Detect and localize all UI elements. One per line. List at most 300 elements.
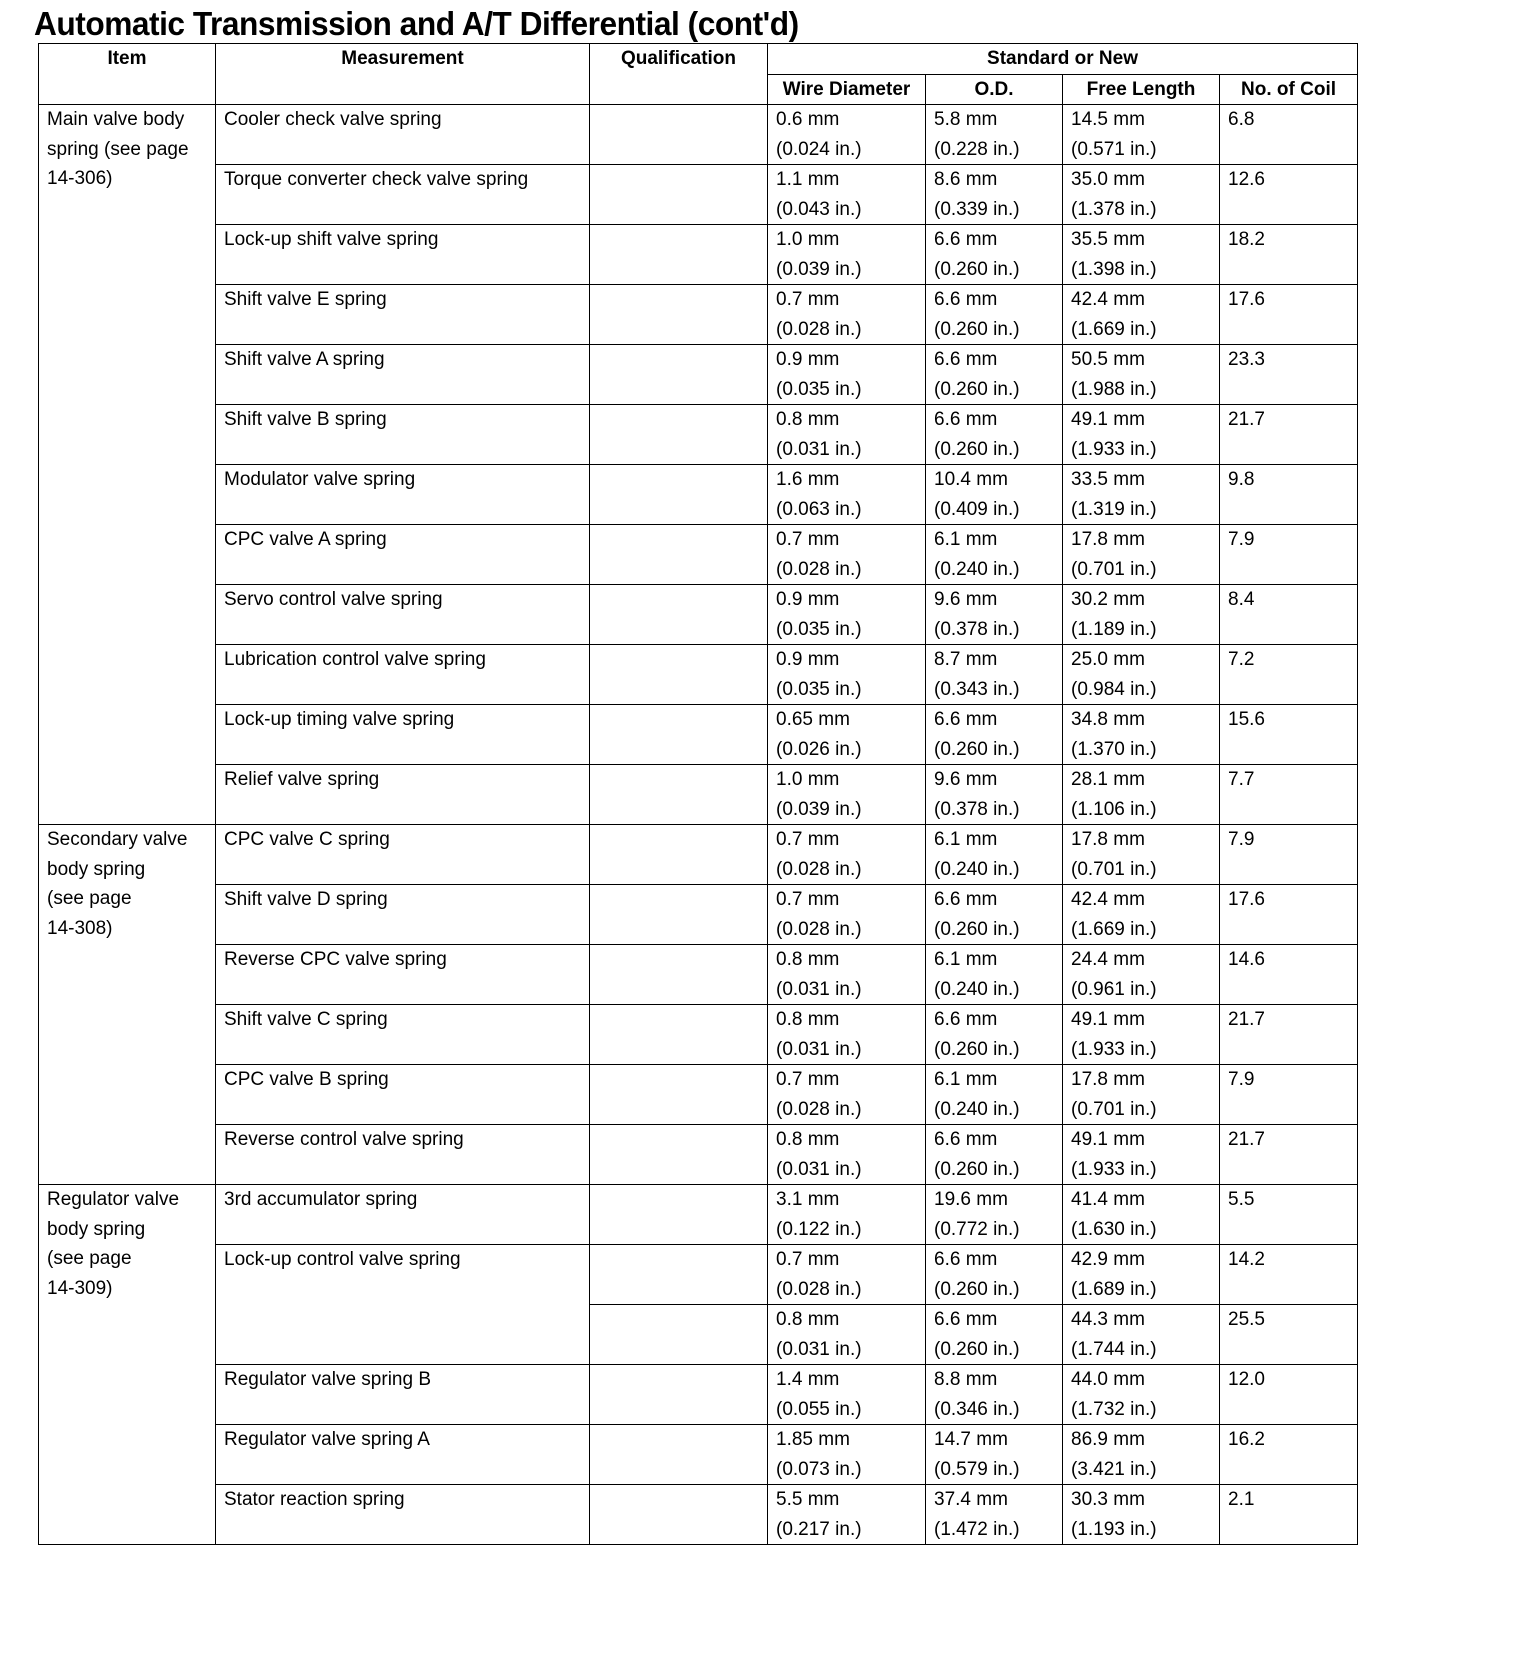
wire-diameter-cell xyxy=(768,1065,926,1125)
measurement-cell xyxy=(216,1365,590,1425)
no-of-coil-cell: 17.6 xyxy=(1220,885,1358,945)
wire-diameter-mm: 0.8 mm xyxy=(776,1309,840,1330)
wire-diameter-mm: 1.4 mm xyxy=(776,1369,840,1390)
measurement-cell xyxy=(216,645,590,705)
no-of-coil-cell: 7.9 xyxy=(1220,525,1358,585)
od-in: (0.579 in.) xyxy=(934,1458,1020,1480)
measurement-label: Relief valve spring xyxy=(224,769,380,790)
wire-diameter-cell xyxy=(768,465,926,525)
measurement-cell xyxy=(216,705,590,765)
wire-diameter-cell xyxy=(768,645,926,705)
od-mm: 6.1 mm xyxy=(934,949,998,970)
wire-diameter-in: (0.028 in.) xyxy=(776,558,862,580)
od-in: (0.409 in.) xyxy=(934,498,1020,520)
wire-diameter-mm: 0.8 mm xyxy=(776,409,840,430)
od-in: (0.260 in.) xyxy=(934,378,1020,400)
od-cell xyxy=(926,1005,1063,1065)
wire-diameter-in: (0.031 in.) xyxy=(776,1038,862,1060)
table-header xyxy=(39,44,1358,105)
table-row xyxy=(39,165,1358,225)
free-length-cell xyxy=(1063,1485,1220,1545)
od-in: (0.260 in.) xyxy=(934,1338,1020,1360)
no-of-coil-cell: 7.9 xyxy=(1220,1065,1358,1125)
od-cell xyxy=(926,525,1063,585)
free-length-in: (1.370 in.) xyxy=(1071,738,1157,760)
wire-diameter-cell xyxy=(768,705,926,765)
od-mm: 6.1 mm xyxy=(934,829,998,850)
free-length-in: (1.689 in.) xyxy=(1071,1278,1157,1300)
table-row xyxy=(39,105,1358,165)
free-length-cell xyxy=(1063,225,1220,285)
measurement-label: CPC valve B spring xyxy=(224,1069,389,1090)
measurement-label: Lock-up timing valve spring xyxy=(224,709,455,730)
qualification-cell xyxy=(590,105,768,165)
table-row xyxy=(39,1425,1358,1485)
od-mm: 6.1 mm xyxy=(934,1069,998,1090)
wire-diameter-mm: 0.65 mm xyxy=(776,709,850,730)
wire-diameter-in: (0.028 in.) xyxy=(776,1098,862,1120)
free-length-cell xyxy=(1063,345,1220,405)
wire-diameter-mm: 0.8 mm xyxy=(776,949,840,970)
table-row xyxy=(39,1185,1358,1245)
od-in: (0.240 in.) xyxy=(934,1098,1020,1120)
od-mm: 19.6 mm xyxy=(934,1189,1008,1210)
free-length-in: (0.571 in.) xyxy=(1071,138,1157,160)
free-length-mm: 42.9 mm xyxy=(1071,1249,1145,1270)
free-length-mm: 34.8 mm xyxy=(1071,709,1145,730)
od-mm: 6.6 mm xyxy=(934,229,998,250)
wire-diameter-mm: 0.8 mm xyxy=(776,1129,840,1150)
no-of-coil-cell: 21.7 xyxy=(1220,1125,1358,1185)
free-length-in: (0.984 in.) xyxy=(1071,678,1157,700)
od-cell xyxy=(926,1485,1063,1545)
free-length-cell xyxy=(1063,1185,1220,1245)
item-group-label: body spring xyxy=(47,858,146,880)
wire-diameter-mm: 0.7 mm xyxy=(776,289,840,310)
wire-diameter-cell xyxy=(768,285,926,345)
qualification-cell xyxy=(590,825,768,885)
wire-diameter-mm: 1.0 mm xyxy=(776,229,840,250)
table-row xyxy=(39,885,1358,945)
no-of-coil-cell: 15.6 xyxy=(1220,705,1358,765)
free-length-in: (1.106 in.) xyxy=(1071,798,1157,820)
od-in: (0.260 in.) xyxy=(934,1038,1020,1060)
no-of-coil-cell: 17.6 xyxy=(1220,285,1358,345)
od-mm: 6.6 mm xyxy=(934,349,998,370)
od-cell xyxy=(926,1425,1063,1485)
item-group-cell xyxy=(39,105,216,825)
header-wire-diameter: Wire Diameter xyxy=(768,74,926,105)
od-in: (1.472 in.) xyxy=(934,1518,1020,1540)
od-cell xyxy=(926,585,1063,645)
od-cell xyxy=(926,345,1063,405)
free-length-cell xyxy=(1063,405,1220,465)
qualification-cell xyxy=(590,525,768,585)
item-group-label: (see page xyxy=(47,888,132,909)
free-length-cell xyxy=(1063,525,1220,585)
item-group-label: body spring xyxy=(47,1218,146,1240)
wire-diameter-mm: 1.6 mm xyxy=(776,469,840,490)
wire-diameter-cell xyxy=(768,1485,926,1545)
wire-diameter-in: (0.031 in.) xyxy=(776,1338,862,1360)
od-in: (0.772 in.) xyxy=(934,1218,1020,1240)
od-mm: 5.8 mm xyxy=(934,109,998,130)
od-cell xyxy=(926,465,1063,525)
free-length-mm: 44.3 mm xyxy=(1071,1309,1145,1330)
no-of-coil-cell: 21.7 xyxy=(1220,405,1358,465)
wire-diameter-in: (0.031 in.) xyxy=(776,1158,862,1180)
measurement-label: Lock-up shift valve spring xyxy=(224,229,439,250)
free-length-in: (1.744 in.) xyxy=(1071,1338,1157,1360)
no-of-coil-cell: 8.4 xyxy=(1220,585,1358,645)
qualification-cell xyxy=(590,885,768,945)
od-cell xyxy=(926,1185,1063,1245)
wire-diameter-in: (0.122 in.) xyxy=(776,1218,862,1240)
qualification-cell xyxy=(590,405,768,465)
free-length-cell xyxy=(1063,465,1220,525)
wire-diameter-cell xyxy=(768,405,926,465)
free-length-mm: 49.1 mm xyxy=(1071,409,1145,430)
wire-diameter-in: (0.217 in.) xyxy=(776,1518,862,1540)
od-cell xyxy=(926,765,1063,825)
wire-diameter-in: (0.035 in.) xyxy=(776,378,862,400)
od-cell xyxy=(926,165,1063,225)
table-row xyxy=(39,765,1358,825)
no-of-coil-cell: 12.0 xyxy=(1220,1365,1358,1425)
qualification-cell xyxy=(590,1485,768,1545)
table-row xyxy=(39,225,1358,285)
no-of-coil-cell: 25.5 xyxy=(1220,1305,1358,1365)
wire-diameter-cell xyxy=(768,1365,926,1425)
item-group-label: Main valve body xyxy=(47,109,185,130)
item-group-label: Secondary valve xyxy=(47,829,188,850)
no-of-coil-cell: 12.6 xyxy=(1220,165,1358,225)
od-in: (0.240 in.) xyxy=(934,978,1020,1000)
od-in: (0.260 in.) xyxy=(934,918,1020,940)
wire-diameter-mm: 0.7 mm xyxy=(776,1249,840,1270)
free-length-mm: 42.4 mm xyxy=(1071,889,1145,910)
header-item: Item xyxy=(39,44,216,105)
wire-diameter-mm: 1.0 mm xyxy=(776,769,840,790)
qualification-cell xyxy=(590,1305,768,1365)
free-length-cell xyxy=(1063,825,1220,885)
measurement-cell xyxy=(216,405,590,465)
measurement-cell xyxy=(216,885,590,945)
measurement-cell xyxy=(216,165,590,225)
wire-diameter-cell xyxy=(768,885,926,945)
wire-diameter-in: (0.024 in.) xyxy=(776,138,862,160)
od-mm: 10.4 mm xyxy=(934,469,1008,490)
qualification-cell xyxy=(590,1425,768,1485)
measurement-label: Servo control valve spring xyxy=(224,589,443,610)
free-length-mm: 41.4 mm xyxy=(1071,1189,1145,1210)
measurement-label: Modulator valve spring xyxy=(224,469,416,490)
free-length-cell xyxy=(1063,285,1220,345)
header-no-of-coil: No. of Coil xyxy=(1220,74,1358,105)
free-length-mm: 35.0 mm xyxy=(1071,169,1145,190)
measurement-cell xyxy=(216,225,590,285)
header-free-length: Free Length xyxy=(1063,74,1220,105)
wire-diameter-mm: 3.1 mm xyxy=(776,1189,840,1210)
no-of-coil-cell: 7.2 xyxy=(1220,645,1358,705)
free-length-in: (1.319 in.) xyxy=(1071,498,1157,520)
od-in: (0.240 in.) xyxy=(934,558,1020,580)
wire-diameter-cell xyxy=(768,105,926,165)
od-in: (0.260 in.) xyxy=(934,318,1020,340)
od-in: (0.260 in.) xyxy=(934,1158,1020,1180)
measurement-cell xyxy=(216,285,590,345)
measurement-label: CPC valve C spring xyxy=(224,829,390,850)
header-qualification: Qualification xyxy=(590,44,768,105)
od-mm: 8.8 mm xyxy=(934,1369,998,1390)
od-cell xyxy=(926,1245,1063,1305)
od-in: (0.343 in.) xyxy=(934,678,1020,700)
item-group-label: (see page xyxy=(47,1248,132,1269)
measurement-label: Shift valve C spring xyxy=(224,1009,388,1030)
measurement-label: Stator reaction spring xyxy=(224,1489,405,1510)
free-length-in: (1.398 in.) xyxy=(1071,258,1157,280)
table-row xyxy=(39,1485,1358,1545)
od-cell xyxy=(926,105,1063,165)
od-in: (0.260 in.) xyxy=(934,258,1020,280)
free-length-in: (3.421 in.) xyxy=(1071,1458,1157,1480)
free-length-in: (1.732 in.) xyxy=(1071,1398,1157,1420)
wire-diameter-in: (0.055 in.) xyxy=(776,1398,862,1420)
wire-diameter-mm: 1.1 mm xyxy=(776,169,840,190)
table-row xyxy=(39,825,1358,885)
free-length-in: (1.669 in.) xyxy=(1071,318,1157,340)
od-mm: 6.1 mm xyxy=(934,529,998,550)
qualification-cell xyxy=(590,285,768,345)
wire-diameter-mm: 0.9 mm xyxy=(776,649,840,670)
od-mm: 6.6 mm xyxy=(934,1009,998,1030)
free-length-in: (0.701 in.) xyxy=(1071,858,1157,880)
wire-diameter-cell xyxy=(768,1185,926,1245)
no-of-coil-cell: 14.2 xyxy=(1220,1245,1358,1305)
wire-diameter-cell xyxy=(768,225,926,285)
wire-diameter-in: (0.028 in.) xyxy=(776,1278,862,1300)
table-row xyxy=(39,1065,1358,1125)
qualification-cell xyxy=(590,705,768,765)
free-length-in: (1.378 in.) xyxy=(1071,198,1157,220)
wire-diameter-in: (0.028 in.) xyxy=(776,318,862,340)
free-length-mm: 17.8 mm xyxy=(1071,829,1145,850)
wire-diameter-cell xyxy=(768,1425,926,1485)
free-length-cell xyxy=(1063,585,1220,645)
wire-diameter-in: (0.035 in.) xyxy=(776,618,862,640)
wire-diameter-in: (0.039 in.) xyxy=(776,258,862,280)
header-measurement: Measurement xyxy=(216,44,590,105)
free-length-in: (1.630 in.) xyxy=(1071,1218,1157,1240)
od-in: (0.228 in.) xyxy=(934,138,1020,160)
od-mm: 9.6 mm xyxy=(934,769,998,790)
qualification-cell xyxy=(590,585,768,645)
od-in: (0.339 in.) xyxy=(934,198,1020,220)
header-od: O.D. xyxy=(926,74,1063,105)
od-cell xyxy=(926,405,1063,465)
table-row xyxy=(39,1125,1358,1185)
free-length-cell xyxy=(1063,765,1220,825)
measurement-cell xyxy=(216,1425,590,1485)
table-row xyxy=(39,405,1358,465)
free-length-in: (1.988 in.) xyxy=(1071,378,1157,400)
od-in: (0.240 in.) xyxy=(934,858,1020,880)
wire-diameter-cell xyxy=(768,945,926,1005)
measurement-label: Regulator valve spring A xyxy=(224,1429,430,1450)
table-row xyxy=(39,645,1358,705)
spring-spec-table xyxy=(38,43,1358,1545)
od-cell xyxy=(926,1305,1063,1365)
free-length-cell xyxy=(1063,1005,1220,1065)
od-mm: 8.6 mm xyxy=(934,169,998,190)
free-length-cell xyxy=(1063,1365,1220,1425)
free-length-cell xyxy=(1063,645,1220,705)
no-of-coil-cell: 23.3 xyxy=(1220,345,1358,405)
od-cell xyxy=(926,1125,1063,1185)
free-length-in: (1.933 in.) xyxy=(1071,1158,1157,1180)
wire-diameter-cell xyxy=(768,585,926,645)
od-cell xyxy=(926,885,1063,945)
no-of-coil-cell: 7.7 xyxy=(1220,765,1358,825)
measurement-cell xyxy=(216,585,590,645)
qualification-cell xyxy=(590,1185,768,1245)
free-length-mm: 30.2 mm xyxy=(1071,589,1145,610)
wire-diameter-in: (0.063 in.) xyxy=(776,498,862,520)
measurement-label: Lubrication control valve spring xyxy=(224,649,486,670)
measurement-label: Shift valve B spring xyxy=(224,409,387,430)
measurement-label: Reverse control valve spring xyxy=(224,1129,464,1150)
measurement-cell xyxy=(216,1005,590,1065)
od-mm: 6.6 mm xyxy=(934,1129,998,1150)
qualification-cell xyxy=(590,345,768,405)
no-of-coil-cell: 2.1 xyxy=(1220,1485,1358,1545)
od-mm: 8.7 mm xyxy=(934,649,998,670)
qualification-cell xyxy=(590,465,768,525)
wire-diameter-in: (0.031 in.) xyxy=(776,978,862,1000)
wire-diameter-in: (0.035 in.) xyxy=(776,678,862,700)
measurement-cell xyxy=(216,1485,590,1545)
od-cell xyxy=(926,1065,1063,1125)
free-length-cell xyxy=(1063,105,1220,165)
wire-diameter-in: (0.039 in.) xyxy=(776,798,862,820)
od-mm: 6.6 mm xyxy=(934,889,998,910)
wire-diameter-mm: 0.9 mm xyxy=(776,589,840,610)
table-row xyxy=(39,525,1358,585)
no-of-coil-cell: 9.8 xyxy=(1220,465,1358,525)
free-length-in: (1.933 in.) xyxy=(1071,438,1157,460)
measurement-label: Shift valve D spring xyxy=(224,889,388,910)
free-length-cell xyxy=(1063,1245,1220,1305)
free-length-mm: 17.8 mm xyxy=(1071,529,1145,550)
item-group-cell xyxy=(39,1185,216,1545)
free-length-mm: 50.5 mm xyxy=(1071,349,1145,370)
od-cell xyxy=(926,225,1063,285)
wire-diameter-mm: 0.7 mm xyxy=(776,889,840,910)
measurement-cell xyxy=(216,825,590,885)
no-of-coil-cell: 18.2 xyxy=(1220,225,1358,285)
od-cell xyxy=(926,645,1063,705)
od-cell xyxy=(926,825,1063,885)
free-length-mm: 49.1 mm xyxy=(1071,1129,1145,1150)
qualification-cell xyxy=(590,765,768,825)
wire-diameter-mm: 0.7 mm xyxy=(776,1069,840,1090)
wire-diameter-cell xyxy=(768,1005,926,1065)
measurement-label: Cooler check valve spring xyxy=(224,109,442,130)
item-group-label: 14-309) xyxy=(47,1277,113,1299)
measurement-cell xyxy=(216,525,590,585)
free-length-cell xyxy=(1063,1125,1220,1185)
measurement-label: Lock-up control valve spring xyxy=(224,1249,461,1270)
free-length-mm: 17.8 mm xyxy=(1071,1069,1145,1090)
wire-diameter-in: (0.043 in.) xyxy=(776,198,862,220)
od-mm: 37.4 mm xyxy=(934,1489,1008,1510)
wire-diameter-mm: 0.6 mm xyxy=(776,109,840,130)
item-group-label: Regulator valve xyxy=(47,1189,180,1210)
wire-diameter-cell xyxy=(768,825,926,885)
item-group-label: 14-308) xyxy=(47,917,113,939)
wire-diameter-mm: 0.9 mm xyxy=(776,349,840,370)
measurement-cell xyxy=(216,1065,590,1125)
free-length-in: (1.189 in.) xyxy=(1071,618,1157,640)
wire-diameter-cell xyxy=(768,165,926,225)
wire-diameter-cell xyxy=(768,345,926,405)
od-cell xyxy=(926,945,1063,1005)
free-length-mm: 24.4 mm xyxy=(1071,949,1145,970)
table-row xyxy=(39,1245,1358,1305)
item-group-label: spring (see page xyxy=(47,138,189,160)
free-length-cell xyxy=(1063,1425,1220,1485)
measurement-label: Shift valve A spring xyxy=(224,349,385,370)
free-length-cell xyxy=(1063,705,1220,765)
qualification-cell xyxy=(590,165,768,225)
od-mm: 9.6 mm xyxy=(934,589,998,610)
od-mm: 6.6 mm xyxy=(934,1249,998,1270)
qualification-cell xyxy=(590,1005,768,1065)
free-length-in: (1.933 in.) xyxy=(1071,1038,1157,1060)
free-length-mm: 25.0 mm xyxy=(1071,649,1145,670)
measurement-cell xyxy=(216,465,590,525)
measurement-label: Torque converter check valve spring xyxy=(224,169,529,190)
measurement-label: Regulator valve spring B xyxy=(224,1369,431,1390)
qualification-cell xyxy=(590,225,768,285)
wire-diameter-mm: 0.7 mm xyxy=(776,529,840,550)
free-length-in: (0.701 in.) xyxy=(1071,1098,1157,1120)
item-group-cell xyxy=(39,825,216,1185)
wire-diameter-cell xyxy=(768,1125,926,1185)
no-of-coil-cell: 16.2 xyxy=(1220,1425,1358,1485)
measurement-label: Reverse CPC valve spring xyxy=(224,949,447,970)
wire-diameter-cell xyxy=(768,525,926,585)
wire-diameter-cell xyxy=(768,765,926,825)
free-length-mm: 30.3 mm xyxy=(1071,1489,1145,1510)
od-cell xyxy=(926,705,1063,765)
free-length-in: (1.193 in.) xyxy=(1071,1518,1157,1540)
wire-diameter-mm: 0.7 mm xyxy=(776,829,840,850)
wire-diameter-in: (0.028 in.) xyxy=(776,858,862,880)
wire-diameter-mm: 0.8 mm xyxy=(776,1009,840,1030)
free-length-cell xyxy=(1063,1065,1220,1125)
measurement-label: 3rd accumulator spring xyxy=(224,1189,418,1210)
wire-diameter-mm: 1.85 mm xyxy=(776,1429,850,1450)
measurement-label: CPC valve A spring xyxy=(224,529,387,550)
wire-diameter-in: (0.026 in.) xyxy=(776,738,862,760)
wire-diameter-in: (0.073 in.) xyxy=(776,1458,862,1480)
qualification-cell xyxy=(590,945,768,1005)
od-cell xyxy=(926,285,1063,345)
qualification-cell xyxy=(590,1065,768,1125)
measurement-cell xyxy=(216,105,590,165)
table-row xyxy=(39,585,1358,645)
